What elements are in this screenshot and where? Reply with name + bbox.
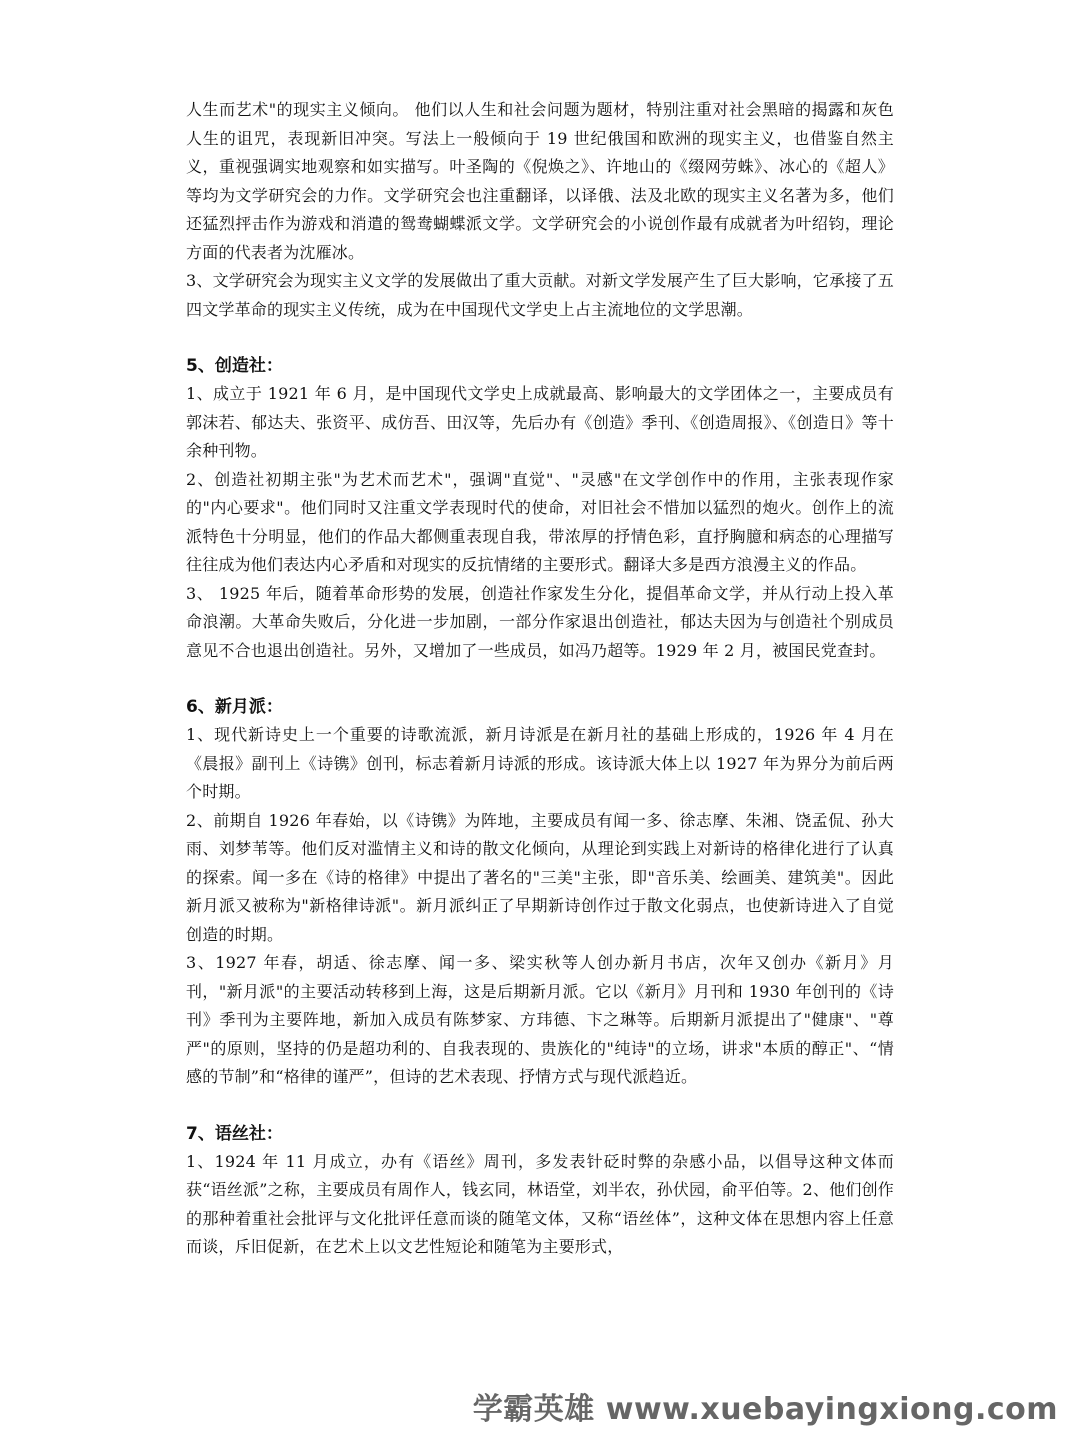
intro-paragraph-2: 3、文学研究会为现实主义文学的发展做出了重大贡献。对新文学发展产生了巨大影响，它承接了五四文学革命的现实主义传统，成为在中国现代文学史上占主流地位的文学思潮。 <box>186 271 894 319</box>
section-paragraph: 3、 1925 年后，随着革命形势的发展，创造社作家发生分化，提倡革命文学，并从行动上投入革命浪潮。大革命失败后，分化进一步加剧，一部分作家退出创造社，郁达夫因为与创造社个别成员意见不合也退出创造社。另外，又增加了一些成员，如冯乃超等。1929 年 2 月，被国民党查封。 <box>186 583 894 660</box>
section-heading: 7、语丝社： <box>186 1123 283 1144</box>
section-paragraph: 2、创造社初期主张"为艺术而艺术"，强调"直觉"、"灵感"在文学创作中的作用，主张表现作家的"内心要求"。他们同时又注重文学表现时代的使命，对旧社会不惜加以猛烈的炮火。创作上的流派特色十分明显，他们的作品大都侧重表现自我，带浓厚的抒情色彩，直抒胸臆和病态的心理描写往往成为他们表达内心矛盾和对现实的反抗情绪的主要形式。翻译大多是西方浪漫主义的作品。 <box>186 469 894 574</box>
document-page <box>186 96 894 1262</box>
section-paragraph: 2、前期自 1926 年春始，以《诗镌》为阵地，主要成员有闻一多、徐志摩、朱湘、饶孟侃、孙大雨、刘梦苇等。他们反对滥情主义和诗的散文化倾向，从理论到实践上对新诗的格律化进行了认真的探索。闻一多在《诗的格律》中提出了著名的"三美"主张，即"音乐美、绘画美、建筑美"。因此新月派又被称为"新格律诗派"。新月派纠正了早期新诗创作过于散文化弱点，也使新诗进入了自觉创造的时期。 <box>186 810 894 944</box>
section-heading: 6、新月派： <box>186 697 283 717</box>
section-xinyuepai <box>186 693 894 1092</box>
site-watermark: 学霸英雄 www.xuebayingxiong.com <box>472 1392 1058 1427</box>
section-paragraph: 1、1924 年 11 月成立，办有《语丝》周刊，多发表针砭时弊的杂感小品，以倡导这种文体而获“语丝派”之称，主要成员有周作人，钱玄同，林语堂，刘半农，孙伏园，俞平伯等。2、他们创作的那种着重社会批评与文化批评任意而谈的随笔文体，又称“语丝体”，这种文体在思想内容上任意而谈，斥旧促新，在艺术上以文艺性短论和随笔为主要形式， <box>186 1151 894 1256</box>
section-chuangzaoshe <box>186 352 894 665</box>
intro-paragraph-1: 人生而艺术"的现实主义倾向。 他们以人生和社会问题为题材，特别注重对社会黑暗的揭露和灰色人生的诅咒，表现新旧冲突。写法上一般倾向于 19 世纪俄国和欧洲的现实主义，也借鉴自然主义，重视强调实地观察和如实描写。叶圣陶的《倪焕之》、许地山的《缀网劳蛛》、冰心的《超人》等均为文学研究会的力作。文学研究会也注重翻译，以译俄、法及北欧的现实主义名著为多，他们还猛烈抨击作为游戏和消遣的鸳鸯蝴蝶派文学。文学研究会的小说创作最有成就者为叶绍钧，理论方面的代表者为沈雁冰。 <box>186 100 894 262</box>
section-heading: 5、创造社： <box>186 356 283 376</box>
section-yusishe <box>186 1120 894 1262</box>
section-paragraph: 1、成立于 1921 年 6 月，是中国现代文学史上成就最高、影响最大的文学团体之一，主要成员有郭沫若、郁达夫、张资平、成仿吾、田汉等，先后办有《创造》季刊、《创造周报》、《创造日》等十余种刊物。 <box>186 384 894 460</box>
section-paragraph: 1、现代新诗史上一个重要的诗歌流派，新月诗派是在新月社的基础上形成的，1926 年 4 月在《晨报》副刊上《诗镌》创刊，标志着新月诗派的形成。该诗派大体上以 1927 年为界分为前后两个时期。 <box>186 725 894 801</box>
section-paragraph: 3、1927 年春，胡适、徐志摩、闻一多、梁实秋等人创办新月书店，次年又创办《新月》月刊，"新月派"的主要活动转移到上海，这是后期新月派。它以《新月》月刊和 1930 年创刊的《诗刊》季刊为主要阵地，新加入成员有陈梦家、方玮德、卞之琳等。后期新月派提出了"健康"、"尊严"的原则，坚持的仍是超功利的、自我表现的、贵族化的"纯诗"的立场，讲求"本质的醇正"、“情感的节制”和“格律的谨严”，但诗的艺术表现、抒情方式与现代派趋近。 <box>186 953 894 1086</box>
